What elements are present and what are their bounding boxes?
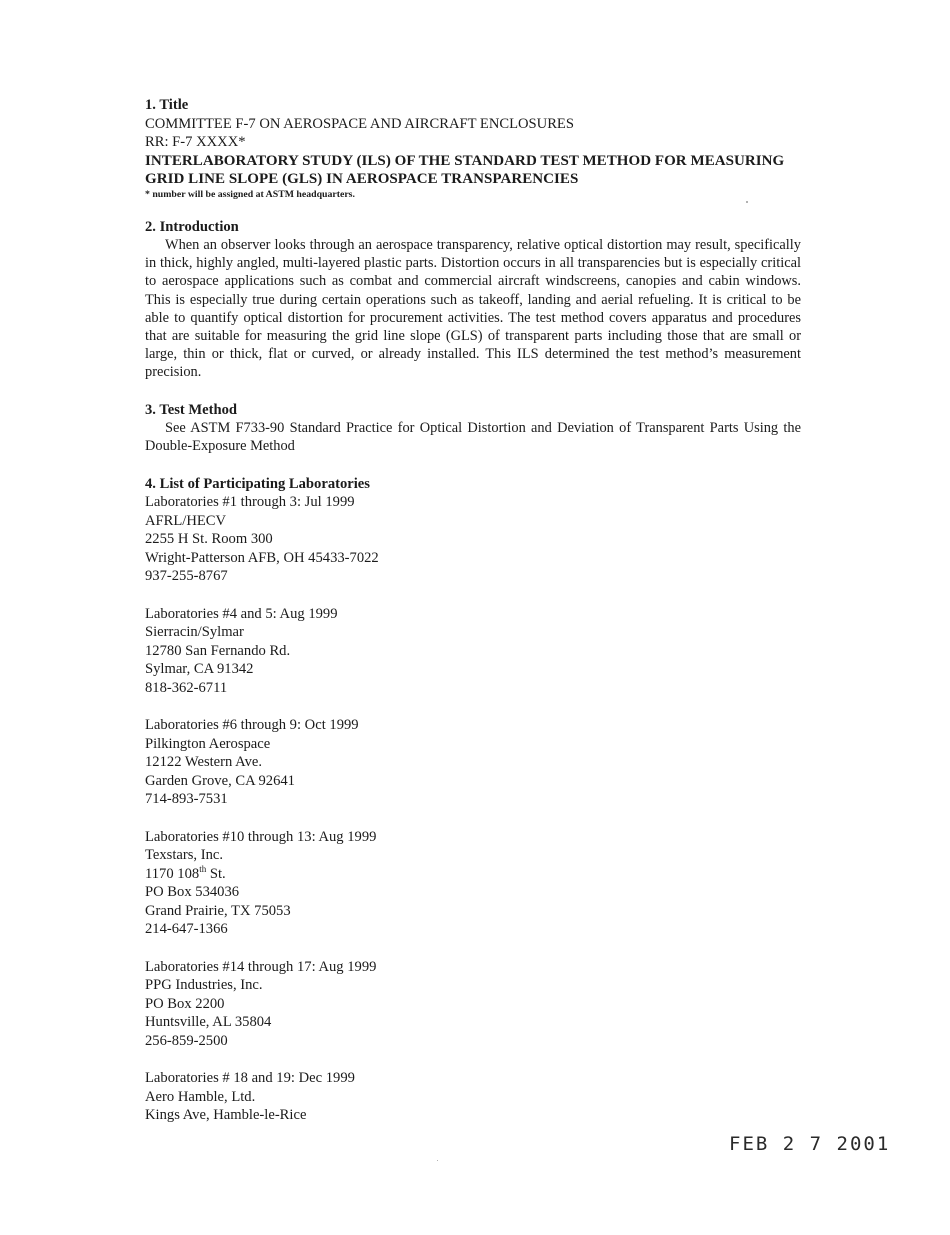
lab-phone: 714-893-7531 (145, 791, 228, 808)
lab-address: PO Box 2200 (145, 995, 225, 1012)
study-title-line-1: INTERLABORATORY STUDY (ILS) OF THE STANDARD TEST METHOD FOR MEASURING (145, 152, 785, 169)
lab-name: AFRL/HECV (145, 512, 227, 529)
section-heading-test-method: 3. Test Method (145, 401, 238, 418)
introduction-paragraph: When an observer looks through an aerospace transparency, relative optical distortion may result, specifically in thick, highly angled, multi-layered plastic parts. Distortion occurs in all transparencies but is especially critical to aerospace applications such as combat and commercial aircraft windscreens, canopies and cabin windows. This is especially true during certain operations such as takeoff, landing and aerial refueling. It is critical to be able to quantify optical distortion for procurement activities. The test method covers apparatus and procedures that are suitable for measuring the grid line slope (GLS) of transparent parts including those that are small or large, thin or thick, flat or curved, or already installed. This ILS determined the test method’s measurement precision. (145, 237, 801, 381)
lab-label: Laboratories #6 through 9: Oct 1999 (145, 717, 359, 734)
section-introduction (145, 218, 805, 382)
lab-city: Wright-Patterson AFB, OH 45433-7022 (145, 549, 379, 566)
lab-phone: 256-859-2500 (145, 1032, 228, 1049)
lab-name: Aero Hamble, Ltd. (145, 1088, 256, 1105)
lab-street-ordinal: th (199, 863, 207, 874)
lab-entry (145, 1069, 805, 1125)
lab-name: Sierracin/Sylmar (145, 624, 244, 641)
section-heading-title: 1. Title (145, 97, 189, 113)
lab-pobox: PO Box 534036 (145, 884, 240, 901)
lab-entry (145, 605, 805, 698)
section-heading-laboratories: 4. List of Participating Laboratories (145, 475, 370, 492)
lab-name: Pilkington Aerospace (145, 735, 271, 752)
section-heading-introduction: 2. Introduction (145, 218, 239, 235)
lab-city: Sylmar, CA 91342 (145, 661, 254, 678)
section-title (145, 96, 805, 201)
lab-phone: 818-362-6711 (145, 679, 228, 696)
lab-address: Kings Ave, Hamble-le-Rice (145, 1107, 307, 1124)
scan-speck (437, 1160, 438, 1161)
lab-entry (145, 958, 805, 1051)
study-title-line-2: GRID LINE SLOPE (GLS) IN AEROSPACE TRANSPARENCIES (145, 171, 579, 187)
lab-entry (145, 828, 805, 939)
lab-address: 12122 Western Ave. (145, 754, 263, 771)
lab-phone: 937-255-8767 (145, 568, 228, 585)
lab-address: 2255 H St. Room 300 (145, 531, 273, 548)
lab-city: Grand Prairie, TX 75053 (145, 902, 291, 919)
date-received-stamp: FEB 2 7 2001 (729, 1133, 891, 1155)
lab-label: Laboratories #14 through 17: Aug 1999 (145, 958, 377, 975)
lab-label: Laboratories #10 through 13: Aug 1999 (145, 828, 377, 845)
lab-street (145, 865, 805, 884)
lab-city: Huntsville, AL 35804 (145, 1014, 272, 1031)
section-laboratories (145, 475, 805, 1125)
lab-entry (145, 493, 805, 586)
lab-address: 12780 San Fernando Rd. (145, 642, 291, 659)
document-page (145, 96, 805, 1125)
lab-label: Laboratories # 18 and 19: Dec 1999 (145, 1070, 355, 1087)
lab-name: Texstars, Inc. (145, 847, 223, 864)
lab-phone: 214-647-1366 (145, 921, 228, 938)
committee-name: COMMITTEE F-7 ON AEROSPACE AND AIRCRAFT ENCLOSURES (145, 115, 574, 132)
lab-entry (145, 716, 805, 809)
scan-speck (746, 201, 748, 203)
lab-label: Laboratories #4 and 5: Aug 1999 (145, 605, 338, 622)
lab-name: PPG Industries, Inc. (145, 977, 263, 994)
rr-number: RR: F-7 XXXX* (145, 134, 246, 150)
lab-street-number: 1170 108 (145, 865, 200, 882)
section-test-method (145, 401, 805, 456)
footnote: * number will be assigned at ASTM headquarters. (145, 188, 355, 200)
lab-city: Garden Grove, CA 92641 (145, 772, 295, 789)
lab-street-rest: St. (206, 865, 226, 882)
test-method-paragraph: See ASTM F733-90 Standard Practice for Optical Distortion and Deviation of Transparent Parts Using the Double-Exposure Method (145, 420, 801, 455)
lab-label: Laboratories #1 through 3: Jul 1999 (145, 494, 355, 511)
